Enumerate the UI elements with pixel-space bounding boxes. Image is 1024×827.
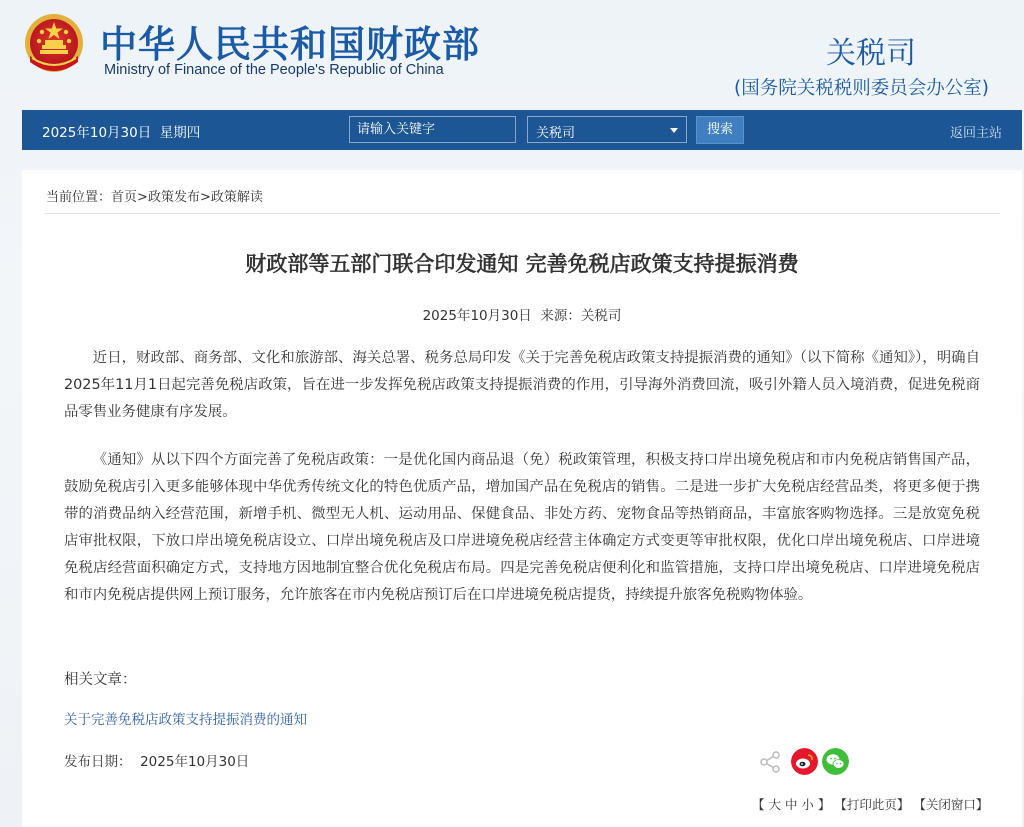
- print-page-link[interactable]: 【打印此页】: [834, 797, 910, 812]
- site-title-en: Ministry of Finance of the People's Republic of China: [104, 62, 444, 78]
- close-window-link[interactable]: 【关闭窗口】: [913, 797, 989, 812]
- return-home-link[interactable]: 返回主站: [949, 126, 1002, 141]
- share-icon[interactable]: [757, 748, 784, 775]
- footer-links: [752, 795, 988, 813]
- article-paragraph: 《通知》从以下四个方面完善了免税店政策：一是优化国内商品退（免）税政策管理，积极支持口岸出境免税店和市内免税店销售国产品，鼓励免税店引入更多能够体现中华优秀传统文化的特色优质产品，增加国产品在免税店的销售。二是进一步扩大免税店经营品类，将更多便于携带的消费品纳入经营范围，新增手机、微型无人机、运动用品、保健食品、非处方药、宠物食品等热销商品，丰富旅客购物选择。三是放宽免税店审批权限，下放口岸出境免税店设立、口岸出境免税店及口岸进境免税店经营主体确定方式变更等审批权限，优化口岸出境免税店、口岸进境免税店经营面积确定方式，支持地方因地制宜整合优化免税店布局。四是完善免税店便利化和监管措施，支持口岸出境免税店、口岸进境免税店和市内免税店提供网上预订服务，允许旅客在市内免税店预订后在口岸进境免税店提货，持续提升旅客免税购物体验。: [64, 452, 980, 603]
- font-size-control[interactable]: 【 大 中 小 】: [752, 797, 831, 812]
- nav-bar: [22, 110, 1022, 150]
- divider: [44, 213, 1000, 214]
- related-article-link[interactable]: 关于完善免税店政策支持提振消费的通知: [64, 712, 307, 728]
- breadcrumb-policy-interpretation[interactable]: 政策解读: [210, 190, 263, 205]
- breadcrumb-separator: >: [199, 190, 211, 205]
- content-panel: [22, 170, 1022, 827]
- publish-date: 发布日期： 2025年10月30日: [64, 754, 250, 770]
- article-title: 财政部等五部门联合印发通知 完善免税店政策支持提振消费: [245, 252, 799, 276]
- breadcrumb-separator: >: [137, 190, 148, 205]
- department-subtitle: (国务院关税税则委员会办公室): [734, 78, 989, 99]
- breadcrumb: [46, 186, 263, 205]
- chevron-down-icon: [670, 128, 678, 133]
- department-select[interactable]: [527, 116, 687, 143]
- breadcrumb-prefix: 当前位置：: [46, 190, 112, 205]
- share-bar: [757, 748, 852, 776]
- site-title: 中华人民共和国财政部: [100, 23, 480, 66]
- weibo-icon[interactable]: [791, 748, 818, 775]
- search-input[interactable]: [349, 116, 516, 143]
- breadcrumb-home[interactable]: 首页: [111, 190, 138, 205]
- article-meta: 2025年10月30日 来源：关税司: [422, 308, 622, 324]
- current-date: 2025年10月30日 星期四: [42, 125, 201, 141]
- article-paragraph: 近日，财政部、商务部、文化和旅游部、海关总署、税务总局印发《关于完善免税店政策支持提振消费的通知》（以下简称《通知》），明确自2025年11月1日起完善免税店政策，旨在进一步发挥免税店政策支持提振消费的作用，引导海外消费回流，吸引外籍人员入境消费，促进免税商品零售业务健康有序发展。: [64, 350, 980, 420]
- wechat-icon[interactable]: [822, 748, 849, 775]
- department-name: 关税司: [826, 36, 916, 71]
- department-select-value: 关税司: [536, 126, 576, 141]
- national-emblem-icon: [22, 12, 86, 78]
- search-button[interactable]: 搜索: [696, 116, 744, 144]
- site-header: [0, 0, 1024, 108]
- related-articles-label: 相关文章：: [64, 672, 137, 688]
- breadcrumb-policy-release[interactable]: 政策发布: [147, 190, 200, 205]
